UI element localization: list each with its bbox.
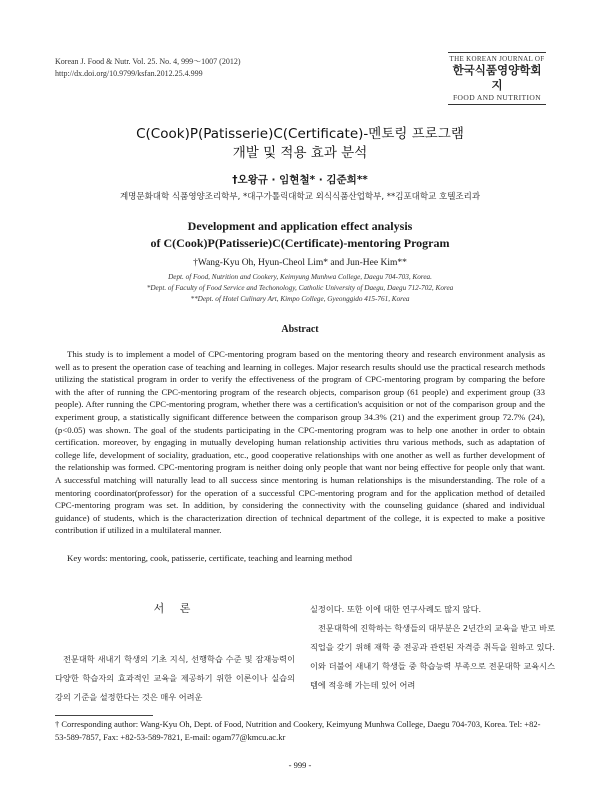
- affiliation-en-2: *Dept. of Faculty of Food Service and Techonology, Catholic University of Daegu, Daegu 712-702, Korea: [146, 284, 454, 292]
- footnote-divider: [55, 715, 153, 716]
- corresponding-author-footnote: † Corresponding author: Wang-Kyu Oh, Dept. of Food, Nutrition and Cookery, Keimyung Munhwa College, Daegu 704-703, Korea. Tel: +82-53-589-7857, Fax: +82-53-589-7821, E-mail: ogam77@kmcu.ac.kr: [55, 719, 541, 742]
- authors-kor: †오왕규 · 임현철* · 김준희**: [232, 174, 368, 186]
- citation-header: [55, 56, 240, 80]
- citation-line: Korean J. Food & Nutr. Vol. 25. No. 4, 999～1007 (2012): [55, 57, 241, 66]
- page-number: - 999 -: [288, 760, 312, 770]
- body-right-column: [310, 600, 555, 695]
- title-kor-line2: 개발 및 적용 효과 분석: [232, 145, 368, 161]
- keywords: Key words: mentoring, cook, patisserie, certificate, teaching and learning method: [67, 553, 353, 563]
- journal-name-kor: 한국식품영양학회지: [452, 63, 542, 92]
- affiliation-en-1: Dept. of Food, Nutrition and Cookery, Keimyung Munhwa College, Daegu 704-703, Korea.: [168, 273, 432, 281]
- affiliations-kor: 계명문화대학 식품영양조리학부, *대구가톨릭대학교 외식식품산업학부, **김포대학교 호텔조리과: [119, 192, 481, 202]
- affiliation-en-3: **Dept. of Hotel Culinary Art, Kimpo College, Gyeonggido 415-761, Korea: [190, 295, 410, 303]
- authors-en: †Wang-Kyu Oh, Hyun-Cheol Lim* and Jun-Hee Kim**: [193, 258, 407, 268]
- journal-name-en-bottom: FOOD AND NUTRITION: [448, 93, 546, 105]
- section-title-introduction: 서 론: [153, 602, 197, 615]
- intro-paragraph-1: 전문대학 새내기 학생의 기초 지식, 선행학습 수준 및 잠재능력이 다양한 학습자의 효과적인 교육을 제공하기 위한 이론이나 실습의 강의 기준을 설정한다는 것은 매우 어려운: [55, 654, 295, 702]
- title-kor-line1: C(Cook)P(Patisserie)C(Certificate)-멘토링 프로그램: [136, 126, 464, 142]
- journal-logo: [448, 52, 546, 105]
- abstract-text: This study is to implement a model of CPC-mentoring program based on the mentoring theory and research environment analysis as well as to present the operation case of teaching and learning in colleges. Major research results should use the practical research methods utilizing the statistical program in order to verify the effectiveness of the program of CPC-mentoring program by comparing the before with the after of running the CPC-mentoring program of the research objects, comparison group (61 people) and experiment group (33 people). After running the CPC-mentoring program, whether there was a certification's acquisition or not of the comparison group and the experiment group, a statistically significant difference between the comparison group 34.3% (21) and the experiment group 72.7% (24), (p<0.05) was shown. The goal of the students participating in the CPC-mentoring program was to help one another in order to obtain certification. moreover, by engaging in mutually developing human relationship activities thru various methods, such as adaptation of college life, development of sociality, graduation, etc., good cooperative relationships with one another as well as further development of the relationship was formed. CPC-mentoring program is neither doing only people that want nor being effective for people only that want. A successful matching will naturally lead to all success since mentoring is human relationships is the misunderstanding. The role of a mentoring coordinator(professor) for the operation of a successful CPC-mentoring program and for the application method of detailed CPC-mentoring program was set. In addition, by considering the connectivity with the counseling guidance (shared and individual guidance) of students, which is the characterization direction of technical department of the college, it is expected to make a positive contribution if utilized in a multilateral manner.: [55, 349, 545, 536]
- intro-paragraph-1-cont: 실정이다. 또한 이에 대한 연구사례도 많지 않다.: [310, 604, 482, 614]
- body-left-column: [55, 650, 295, 707]
- title-en-line1: Development and application effect analysis: [187, 219, 413, 233]
- abstract-heading: Abstract: [281, 324, 319, 335]
- title-en-line2: of C(Cook)P(Patisserie)C(Certificate)-mentoring Program: [150, 236, 450, 250]
- intro-paragraph-2: 전문대학에 진학하는 학생들의 대부분은 2년간의 교육을 받고 바로 직업을 갖기 위해 재학 중 전공과 관련된 자격증 취득을 원하고 있다. 이와 더불어 새내기 학생들 중 학습능력 부족으로 전문대학 교육시스템에 적응해 가는데 있어 어려: [310, 623, 555, 690]
- doi-link[interactable]: http://dx.doi.org/10.9799/ksfan.2012.25.4.999: [55, 69, 203, 78]
- journal-name-en-top: THE KOREAN JOURNAL OF: [448, 52, 546, 63]
